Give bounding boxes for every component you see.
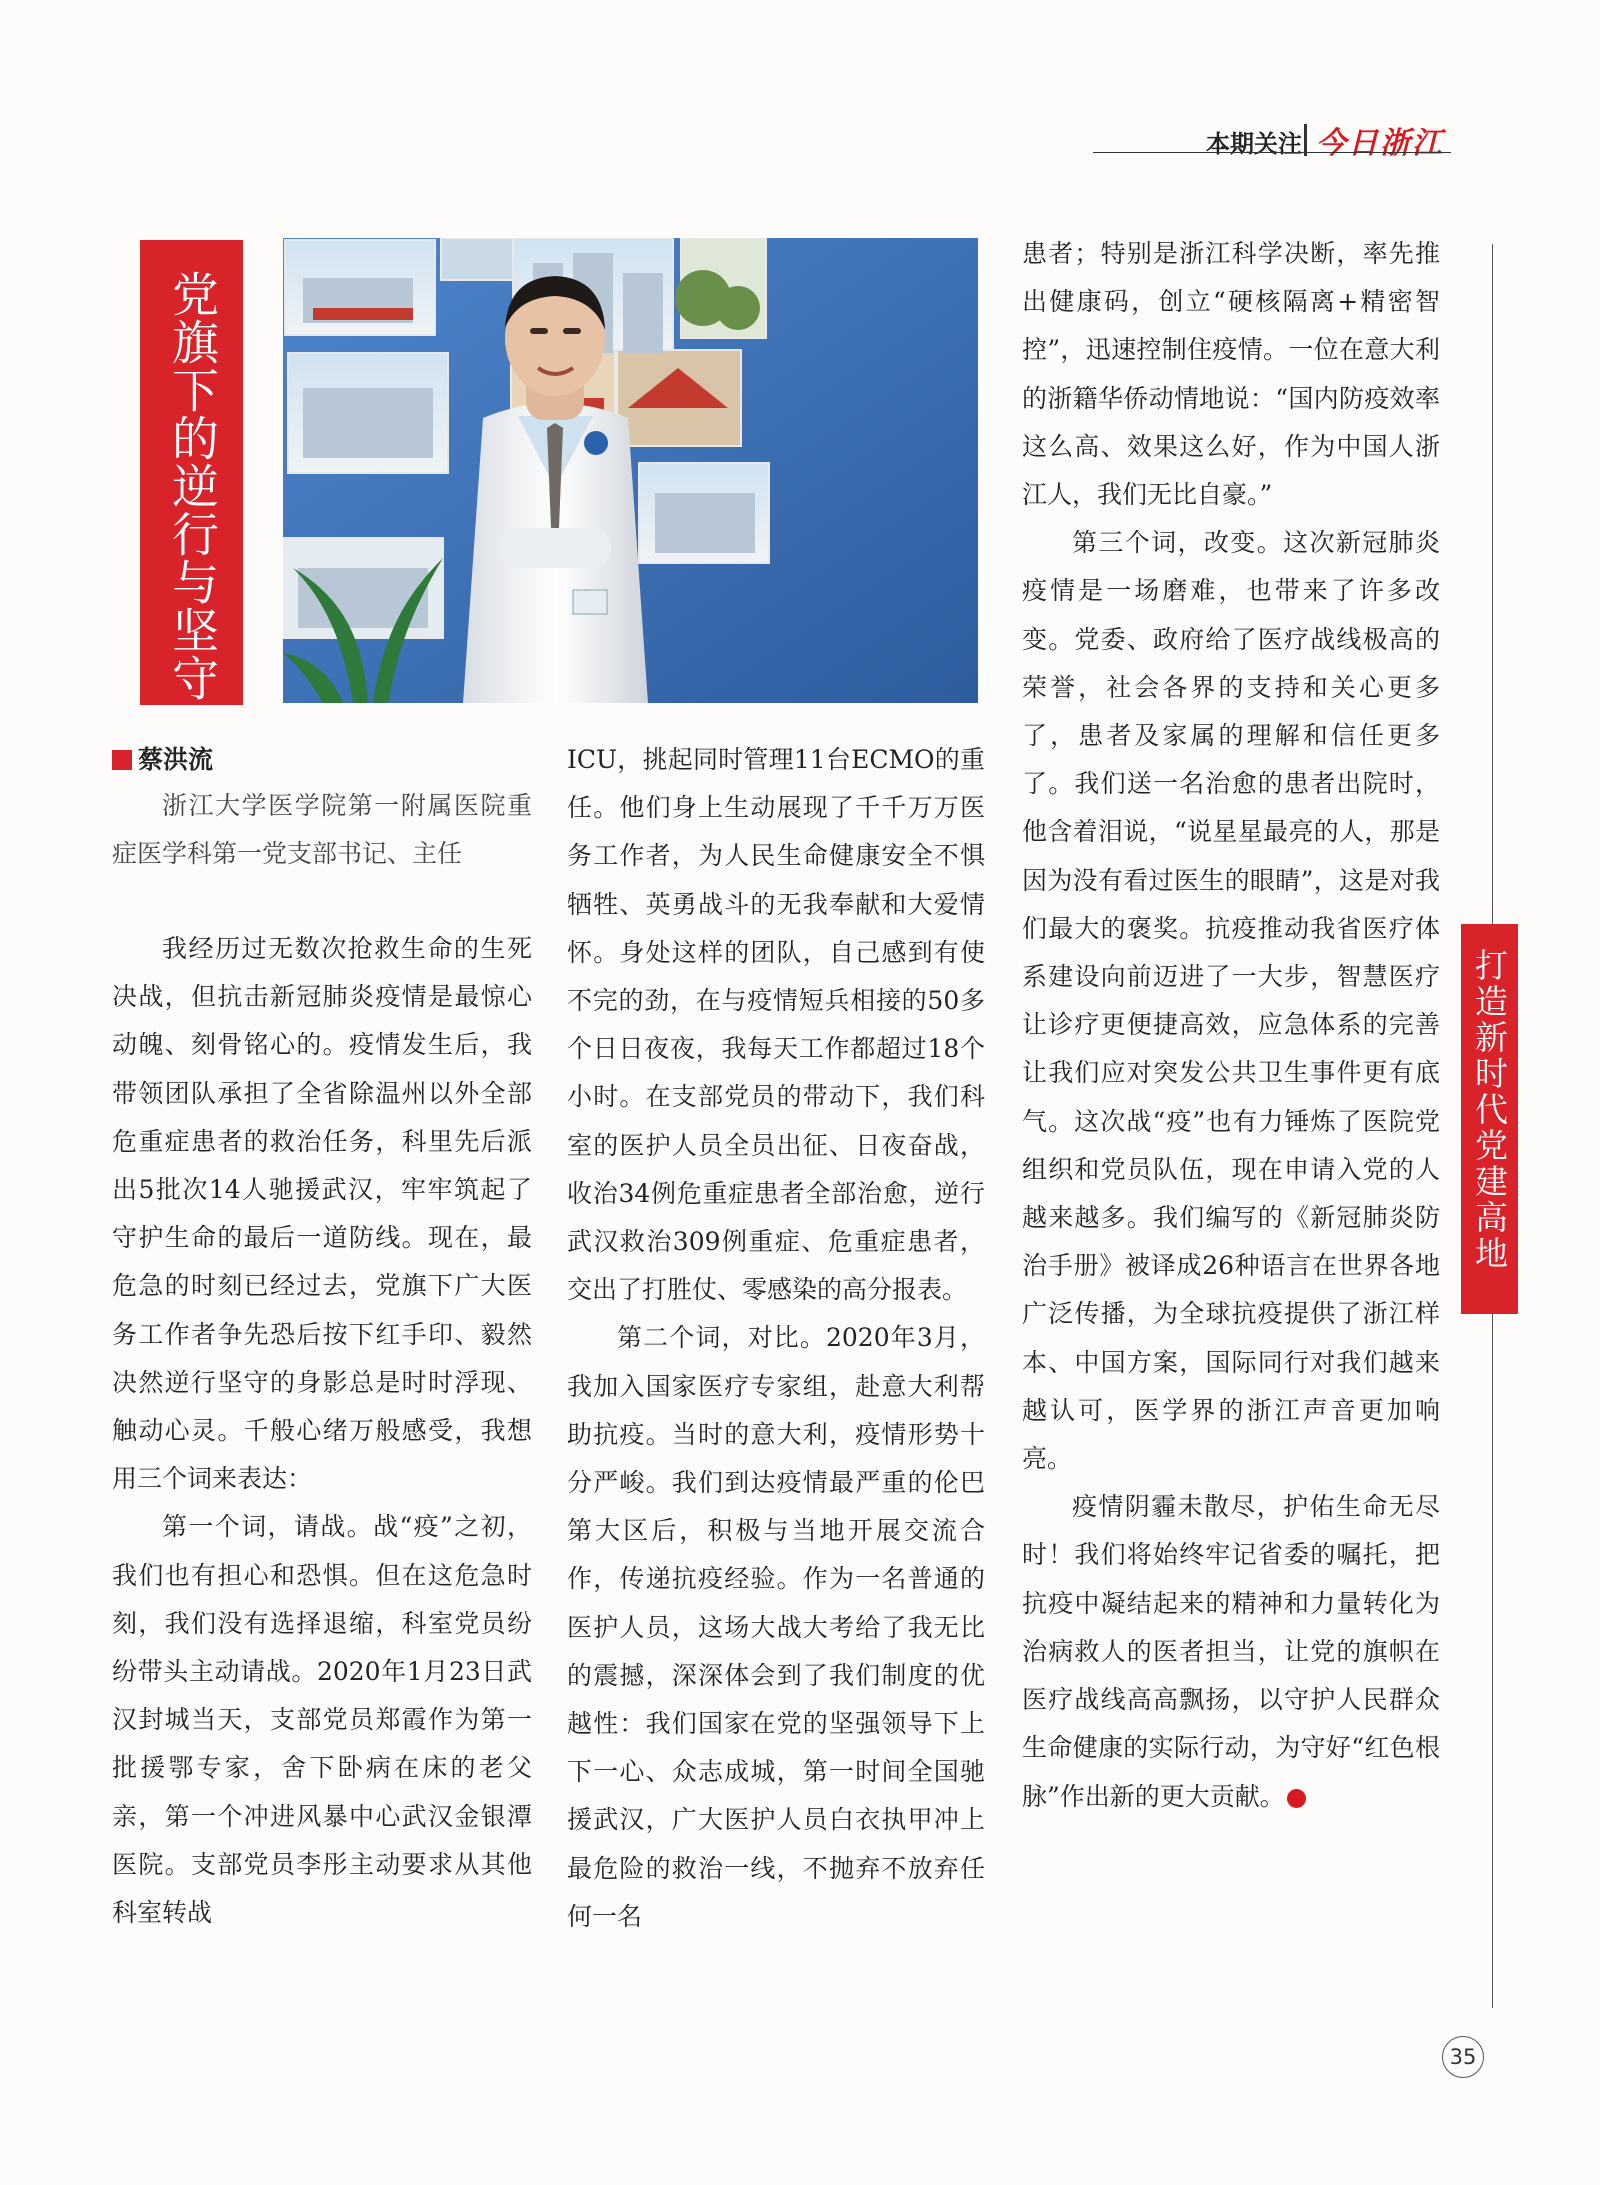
paragraph: ICU，挑起同时管理11台ECMO的重任。他们身上生动展现了千千万万医务工作者，为人民生命健康安全不惧牺牲、英勇战斗的无我奉献和大爱情怀。身处这样的团队，自己感到有使不完的劲，在与疫情短兵相接的50多个日日夜夜，我每天工作都超过18个小时。在支部党员的带动下，我们科室的医护人员全员出征、日夜奋战，收治34例危重症患者全部治愈，逆行武汉救治309例重症、危重症患者，交出了打胜仗、零感染的高分报表。 [567, 745, 985, 1305]
paragraph: 第一个词，请战。战“疫”之初，我们也有担心和恐惧。但在这危急时刻，我们没有选择退缩，科室党员纷纷带头主动请战。2020年1月23日武汉封城当天，支部党员郑霞作为第一批援鄂专家，舍下卧病在床的老父亲，第一个冲进风暴中心武汉金银潭医院。支部党员李彤主动要求从其他科室转战 [112, 1512, 532, 1928]
paragraph: 第三个词，改变。这次新冠肺炎疫情是一场磨难，也带来了许多改变。党委、政府给了医疗战线极高的荣誉，社会各界的支持和关心更多了，患者及家属的理解和信任更多了。我们送一名治愈的患者出院时，他含着泪说，“说星星最亮的人，那是因为没有看过医生的眼睛”，这是对我们最大的褒奖。抗疫推动我省医疗体系建设向前迈进了一大步，智慧医疗让诊疗更便捷高效，应急体系的完善让我们应对突发公共卫生事件更有底气。这次战“疫”也有力锤炼了医院党组织和党员队伍，现在申请入党的人越来越多。我们编写的《新冠肺炎防治手册》被译成26种语言在世界各地广泛传播，为全球抗疫提供了浙江样本、中国方案，国际同行对我们越来越认可，医学界的浙江声音更加响亮。 [1022, 528, 1440, 1474]
paragraph: 我经历过无数次抢救生命的生死决战，但抗击新冠肺炎疫情是最惊心动魄、刻骨铭心的。疫情发生后，我带领团队承担了全省除温州以外全部危重症患者的救治任务，科里先后派出5批次14人驰援武汉，牢牢筑起了守护生命的最后一道防线。现在，最危急的时刻已经过去，党旗下广大医务工作者争先恐后按下红手印、毅然决然逆行坚守的身影总是时时浮现、触动心灵。千般心绪万般感受，我想用三个词来表达： [112, 934, 532, 1494]
margin-rule-top [1492, 244, 1493, 924]
side-tab [1461, 924, 1518, 1314]
end-mark-icon: 今 [1287, 1789, 1306, 1808]
author-name: 蔡洪流 [138, 745, 214, 774]
author-role: 浙江大学医学院第一附属医院重症医学科第一党支部书记、主任 [112, 791, 532, 868]
body-column-1 [112, 925, 532, 1937]
margin-rule-bottom [1492, 1314, 1493, 2008]
body-column-2 [567, 736, 985, 1941]
paragraph: 患者；特别是浙江科学决断，率先推出健康码，创立“硬核隔离+精密智控”，迅速控制住疫情。一位在意大利的浙籍华侨动情地说：“国内防疫效率这么高、效果这么好，作为中国人浙江人，我们无比自豪。” [1022, 239, 1440, 510]
author-photo [283, 238, 978, 703]
page-number: 35 [1442, 2036, 1484, 2078]
author-name-row [112, 744, 532, 776]
article-title: 党旗下的逆行与坚守 [164, 270, 219, 702]
body-column-3 [1022, 230, 1440, 1821]
paragraph [1022, 1483, 1440, 1820]
title-banner [140, 240, 243, 705]
side-tab-text: 打造新时代党建高地 [1470, 948, 1509, 1272]
red-square-icon [112, 750, 132, 770]
header-underline [1093, 152, 1451, 153]
paragraph-text: 疫情阴霾未散尽，护佑生命无尽时！我们将始终牢记省委的嘱托，把抗疫中凝结起来的精神和力量转化为治病救人的医者担当，让党的旗帜在医疗战线高高飘扬，以守护人民群众生命健康的实际行动，为守好“红色根脉”作出新的更大贡献。 [1022, 1492, 1440, 1811]
header-section-label: 本期关注 [1206, 130, 1302, 158]
byline [112, 744, 532, 878]
paragraph: 第二个词，对比。2020年3月，我加入国家医疗专家组，赴意大利帮助抗疫。当时的意大利，疫情形势十分严峻。我们到达疫情最严重的伦巴第大区后，积极与当地开展交流合作，传递抗疫经验。作为一名普通的医护人员，这场大战大考给了我无比的震撼，深深体会到了我们制度的优越性：我们国家在党的坚强领导下上下一心、众志成城，第一时间全国驰援武汉，广大医护人员白衣执甲冲上最危险的救治一线，不抛弃不放弃任何一名 [567, 1323, 985, 1931]
magazine-logo: 今日浙江 [1316, 126, 1444, 161]
